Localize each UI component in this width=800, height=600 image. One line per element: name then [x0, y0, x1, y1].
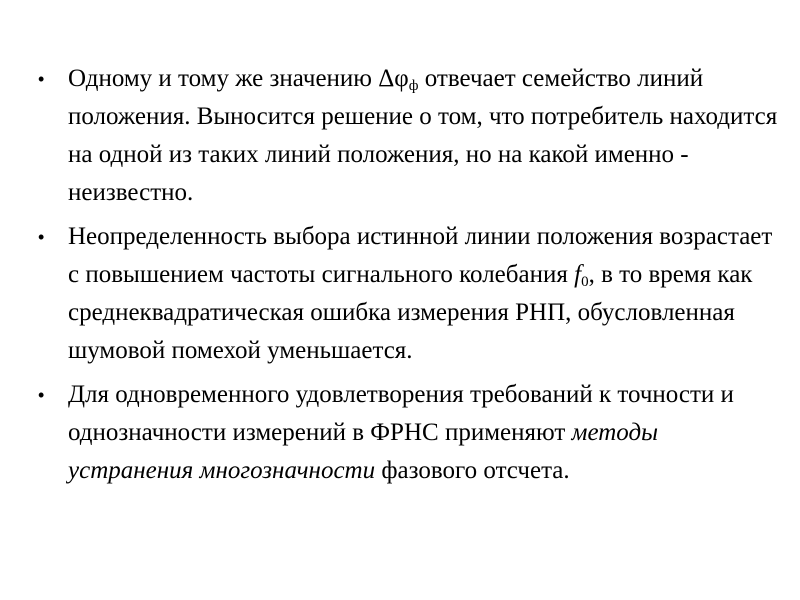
bullet-text: Для одновременного удовлетворения требований к точности и однозначности измерений в ФРНС применяют [68, 381, 734, 446]
bullet-item-ambiguity [38, 218, 778, 370]
bullet-text-cont: фазового отсчета. [375, 457, 570, 484]
bullet-icon: • [38, 227, 45, 247]
bullet-item-phase-lines [38, 60, 778, 212]
bullet-icon: • [38, 385, 45, 405]
bullet-text-cont: отвечает семейство линий положения. Выносится решение о том, что потребитель находится на одной из таких линий положения, но на какой именно - неизвестно. [68, 65, 778, 206]
bullet-text: Неопределенность выбора истинной линии положения возрастает с повышением частоты сигнального колебания [68, 223, 773, 288]
emphasis-text: методы устранения многозначности [68, 419, 659, 484]
bullet-item-methods [38, 376, 778, 490]
subscript: ф [408, 78, 419, 94]
bullet-text-cont: , в то время как среднеквадратическая ошибка измерения РНП, обусловленная шумовой помехой уменьшается. [68, 261, 753, 364]
bullet-icon: • [38, 69, 45, 89]
variable-f: f [574, 261, 582, 288]
subscript: 0 [581, 274, 589, 290]
bullet-text: Одному и тому же значению Δφ [68, 65, 409, 92]
bullet-list [38, 60, 778, 496]
